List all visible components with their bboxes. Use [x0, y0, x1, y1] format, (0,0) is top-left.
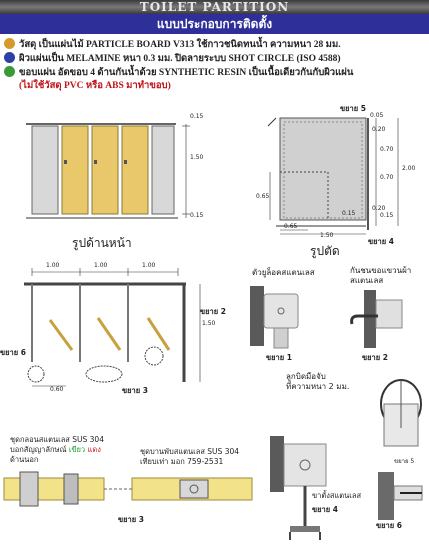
material-line-2: ผิวแผ่นเป็น MELAMINE หนา 0.3 มม. ปิดลายระบบ SHOT CIRCLE (ISO 4588) [4, 52, 353, 66]
section-dim-4: 0.70 [380, 174, 394, 181]
detail-2-label-1: กันชนขอแขวนผ้า [350, 266, 412, 275]
detail-3-caption: ขยาย 3 [118, 515, 144, 524]
front-dim-bottom: 0.15 [190, 212, 204, 219]
material-description [4, 38, 353, 93]
detail-2-caption: ขยาย 2 [362, 353, 388, 362]
plan-callout-2: ขยาย 2 [200, 307, 226, 316]
section-dim-5: 0.20 [372, 205, 386, 212]
section-dim-6: 2.00 [402, 165, 416, 172]
bullet-icon [4, 38, 15, 49]
section-dim-11: 0.15 [342, 210, 356, 217]
page-title: แบบประกอบการติดตั้ง [0, 14, 429, 34]
detail-6-caption: ขยาย 6 [376, 521, 402, 530]
material-line-3: ขอบแผ่น อัดขอบ 4 ด้านกันน้ำด้วย SYNTHETIC RESIN เป็นเนื้อเดียวกันกับผิวแผ่น [4, 66, 353, 80]
front-dim-top: 0.15 [190, 113, 204, 120]
brand-logo: TOILET PARTITION [139, 0, 290, 14]
plan-callout-3: ขยาย 3 [122, 386, 148, 395]
section-dim-9: 1.50 [320, 232, 334, 239]
stainless-leg-drawing [268, 430, 348, 542]
section-dim-10: 0.15 [380, 212, 394, 219]
section-dim-8: 0.65 [284, 223, 298, 230]
detail-3-hinge1-line2: บอกสัญญาลักษณ์ เขียว แดง [10, 445, 101, 454]
detail-3-hinge1-line1: ชุดกลอนสแตนเลส SUS 304 [10, 435, 104, 444]
u-lock-drawing [244, 280, 324, 350]
detail-5-label-2: ที่ความหนา 2 มม. [286, 382, 350, 391]
bullet-icon [4, 66, 15, 77]
front-view-caption: รูปด้านหน้า [72, 236, 132, 250]
material-line-1: วัสดุ เป็นแผ่นไม้ PARTICLE BOARD V313 ใช้กาวชนิดทนน้ำ ความหนา 28 มม. [4, 38, 353, 52]
plan-dim-right: 1.50 [202, 320, 216, 327]
section-view-caption: รูปตัด [310, 244, 340, 258]
plan-dim-1: 1.00 [46, 262, 60, 269]
section-callout-bottom: ขยาย 4 [368, 237, 394, 246]
section-dim-7: 0.65 [256, 193, 270, 200]
detail-2-label-2: สแตนเลส [350, 276, 384, 285]
detail-3-hinge2-line1: ชุดบานพับสแตนเลส SUS 304 [140, 447, 240, 456]
plan-callout-6: ขยาย 6 [0, 348, 26, 357]
plan-view-drawing [14, 262, 214, 402]
front-dim-mid: 1.50 [190, 154, 204, 161]
section-callout-top: ขยาย 5 [340, 104, 366, 113]
detail-1-caption: ขยาย 1 [266, 353, 292, 362]
plan-dim-3: 1.00 [142, 262, 156, 269]
coat-hook-drawing [344, 286, 424, 352]
bullet-icon [4, 52, 15, 63]
detail-3-hinge2-line2: เทียบเท่า มอก 759-2531 [140, 457, 224, 466]
detail-4-label: ขาตั้งสแตนเลส [312, 491, 362, 500]
hinge-section-drawing [4, 468, 260, 518]
section-dim-2: 0.20 [372, 126, 386, 133]
plan-dim-2: 1.00 [94, 262, 108, 269]
detail-1-label: ตัวยูล็อคสแตนเลส [252, 268, 315, 277]
detail-4-caption: ขยาย 4 [312, 505, 338, 514]
detail-5-label-1: ลูกบิดมือจับ [286, 372, 326, 381]
door-knob-drawing [376, 368, 426, 458]
wall-bracket-drawing [370, 470, 426, 522]
front-view-drawing [26, 114, 196, 234]
section-dim-1: 0.05 [370, 112, 384, 119]
detail-5-caption: ขยาย 5 [394, 458, 415, 465]
plan-dim-bottom: 0.60 [50, 386, 64, 393]
detail-3-hinge1-line3: ด้านนอก [10, 455, 39, 464]
section-dim-3: 0.70 [380, 146, 394, 153]
material-note: (ไม่ใช้วัสดุ PVC หรือ ABS มาทำขอบ) [19, 81, 171, 91]
